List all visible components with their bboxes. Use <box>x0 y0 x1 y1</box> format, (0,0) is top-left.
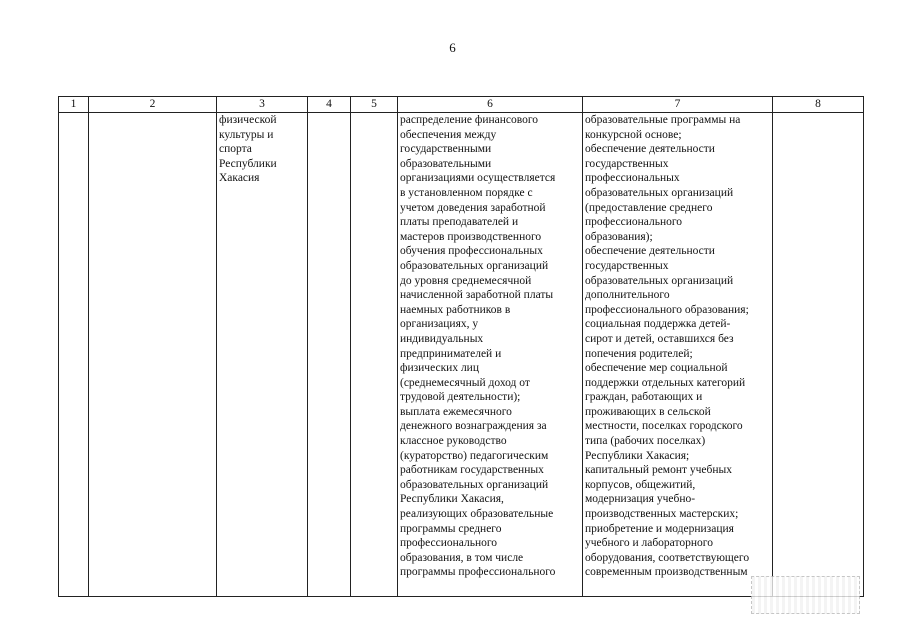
cell-col-5 <box>351 113 398 597</box>
cell-line: профессионального <box>400 537 498 550</box>
cell-line: обеспечение деятельности <box>585 245 715 258</box>
cell-line: проживающих в сельской <box>585 405 711 418</box>
cell-line: социальная поддержка детей- <box>585 318 731 331</box>
cell-line: обеспечение деятельности <box>585 143 715 156</box>
cell-line: (предоставление среднего <box>585 201 713 214</box>
cell-line: организациями осуществляется <box>400 172 556 185</box>
cell-col-1 <box>59 113 89 597</box>
cell-line: сирот и детей, оставшихся без <box>585 332 734 345</box>
cell-line: обеспечения между <box>400 128 497 141</box>
cell-line: дополнительного <box>585 289 670 302</box>
cell-line: платы преподавателей и <box>400 216 519 229</box>
cell-line: поддержки отдельных категорий <box>585 376 746 389</box>
cell-line: местности, поселках городского <box>585 420 743 433</box>
cell-line: приобретение и модернизация <box>585 522 734 535</box>
cell-line: классное руководство <box>400 435 507 448</box>
cell-line: корпусов, общежитий, <box>585 478 696 491</box>
cell-line: типа (рабочих поселках) <box>585 435 706 448</box>
cell-line: капитальный ремонт учебных <box>585 464 732 477</box>
cell-line: трудовой деятельности); <box>400 391 521 404</box>
column-header-5: 5 <box>351 97 398 113</box>
column-header-8: 8 <box>773 97 864 113</box>
cell-col-3 <box>217 113 308 597</box>
cell-line: образовательные программы на <box>585 114 741 126</box>
cell-col-4 <box>308 113 351 597</box>
cell-line: учебного и лабораторного <box>585 537 713 550</box>
cell-col-7 <box>583 113 773 597</box>
cell-line: конкурсной основе; <box>585 128 682 141</box>
column-header-4: 4 <box>308 97 351 113</box>
cell-line: образовательными <box>400 157 492 170</box>
cell-line: физической <box>219 114 277 126</box>
cell-line: мастеров производственного <box>400 230 542 243</box>
cell-line: образовательных организаций <box>400 478 549 491</box>
document-table <box>58 96 864 597</box>
cell-line: попечения родителей; <box>585 347 693 360</box>
cell-line: наемных работников в <box>400 303 511 316</box>
cell-line: образовательных организаций <box>400 259 549 272</box>
cell-line: культуры и <box>219 128 274 141</box>
cell-line: государственными <box>400 143 492 156</box>
column-header-6: 6 <box>398 97 583 113</box>
cell-line: спорта <box>219 143 252 156</box>
cell-col-6 <box>398 113 583 597</box>
cell-line: предпринимателей и <box>400 347 502 360</box>
cell-line: начисленной заработной платы <box>400 289 554 302</box>
cell-line: реализующих образовательные <box>400 508 554 521</box>
cell-line: современным производственным <box>585 566 748 579</box>
column-header-3: 3 <box>217 97 308 113</box>
cell-line: обучения профессиональных <box>400 245 543 258</box>
page-number: 6 <box>449 40 456 55</box>
column-header-2: 2 <box>89 97 217 113</box>
cell-line: Республики Хакасия, <box>400 493 504 506</box>
header-row <box>59 97 864 113</box>
cell-line: работникам государственных <box>400 464 544 477</box>
cell-line: производственных мастерских; <box>585 508 739 521</box>
cell-line: (среднемесячный доход от <box>400 376 530 389</box>
cell-line: индивидуальных <box>400 332 484 345</box>
cell-line: образования); <box>585 230 653 243</box>
cell-line: выплата ежемесячного <box>400 405 512 418</box>
cell-line: модернизация учебно- <box>585 493 696 506</box>
cell-col-2 <box>89 113 217 597</box>
column-header-7: 7 <box>583 97 773 113</box>
cell-line: распределение финансового <box>400 114 539 126</box>
cell-line: оборудования, соответствующего <box>585 551 750 564</box>
cell-line: программы среднего <box>400 522 502 535</box>
cell-line: до уровня среднемесячной <box>400 274 532 287</box>
cell-line: государственных <box>585 157 669 170</box>
cell-line: государственных <box>585 259 669 272</box>
cell-line: Республики Хакасия; <box>585 449 690 462</box>
cell-line: в установленном порядке с <box>400 186 533 199</box>
cell-line: профессиональных <box>585 172 680 185</box>
cell-line: образовательных организаций <box>585 186 734 199</box>
cell-col-8 <box>773 113 864 597</box>
cell-line: Республики <box>219 157 277 170</box>
cell-line: денежного вознаграждения за <box>400 420 547 433</box>
cell-line: (кураторство) педагогическим <box>400 449 549 462</box>
table-row <box>59 113 864 597</box>
cell-line: программы профессионального <box>400 566 556 579</box>
registration-stamp <box>751 576 860 614</box>
cell-line: профессионального <box>585 216 683 229</box>
cell-line: физических лиц <box>400 362 479 375</box>
cell-line: Хакасия <box>219 172 260 185</box>
cell-line: профессионального образования; <box>585 303 749 316</box>
cell-line: образования, в том числе <box>400 551 524 564</box>
cell-line: образовательных организаций <box>585 274 734 287</box>
cell-line: граждан, работающих и <box>585 391 703 404</box>
column-header-1: 1 <box>59 97 89 113</box>
cell-line: учетом доведения заработной <box>400 201 546 214</box>
cell-line: обеспечение мер социальной <box>585 362 728 375</box>
cell-line: организациях, у <box>400 318 479 331</box>
